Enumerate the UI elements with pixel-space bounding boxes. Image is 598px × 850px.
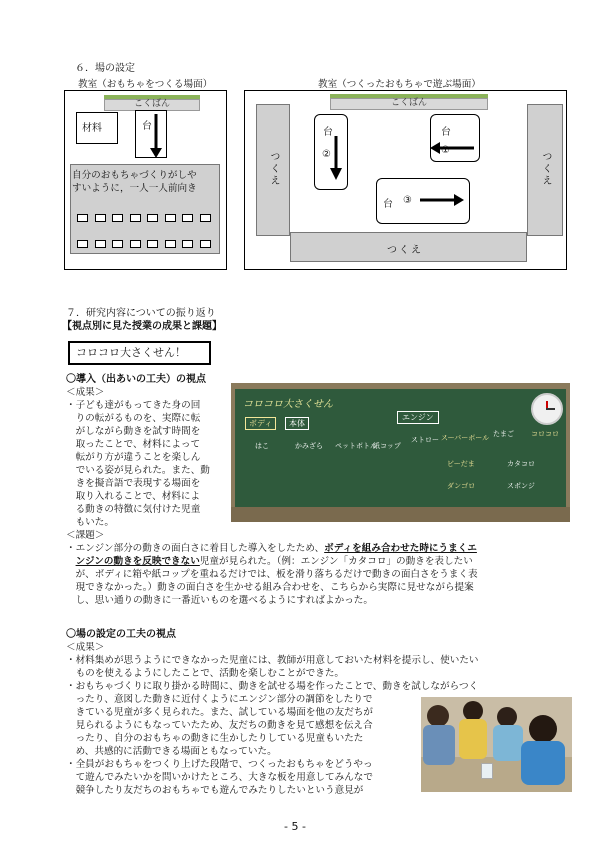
student-desk	[95, 214, 106, 222]
left-table-label: 台	[142, 121, 152, 132]
student-desk	[165, 214, 176, 222]
text-line: 競争したり友だちのおもちゃでも遊んでみたりしたいという意見が	[66, 785, 364, 796]
board-right-label: ダンゴロ	[447, 482, 476, 490]
lesson-title: コロコロ大さくせん！	[76, 346, 186, 359]
desk-bottom-label: つくえ	[387, 245, 423, 256]
student-desk	[182, 214, 193, 222]
section7-subheading: 【視点別に見た授業の成果と課題】	[62, 321, 222, 332]
text-line: て遊んでみたいかを問いかけたところ、大きな板を用意してみんなで	[66, 772, 373, 783]
issue-line2-post: 児童が見られた。（例：エンジン「カタコロ」の動きを表したい	[199, 556, 473, 567]
issue-line1-pre: ・エンジン部分の動きの面白さに着目した導入をしたため、	[66, 543, 325, 554]
student-desk	[77, 240, 88, 248]
board-right-label: スーパーボール	[441, 434, 490, 442]
student-desk	[182, 240, 193, 248]
board-item-label: ストロー	[411, 436, 439, 444]
chalkboard-surface	[235, 389, 566, 507]
issue-line2-underline: ンジンの動きを反映できない	[75, 556, 200, 567]
text-line: きを擬音語で表現する場面を	[66, 478, 201, 489]
materials-box	[76, 112, 118, 144]
desk-bottom	[290, 232, 527, 262]
board-right-label: たまご	[493, 430, 514, 438]
desk-right	[527, 104, 563, 236]
text-line: が、ボディに箱や紙コップを重ねるだけでは、板を滑り落ちるだけで動きの面白さをうまく表	[66, 569, 478, 580]
text-line: ・全員がおもちゃをつくり上げた段階で、つくったおもちゃをどうやっ	[66, 759, 373, 770]
text-line: 現できなかった。）動きの面白さを生かせる組み合わせを、こちらから実際に見せながら提案	[66, 582, 474, 593]
text-line: りの転がるものを、実際に転	[66, 413, 201, 424]
table-2-down-arrow-icon	[328, 134, 344, 182]
table-3-label: 台	[383, 199, 393, 210]
text-line: ものを使えるようにしたことで、活動を楽しむことができた。	[66, 668, 345, 679]
text-line: がしながら動きを試す時間を	[66, 426, 201, 437]
table-1-number: ①	[441, 145, 450, 156]
student-desk	[200, 240, 211, 248]
left-note-line1: 自分のおもちゃづくりがしや	[72, 170, 197, 181]
text-line: きている児童が多く見られた。また、試している場面を他の友だちが	[66, 707, 373, 718]
left-diagram-caption: 教室（おもちゃをつくる場面）	[78, 79, 213, 90]
intro-issues-label: ＜課題＞	[66, 530, 105, 541]
chalk-tray	[231, 507, 570, 522]
student-desk	[130, 214, 141, 222]
page-number: - 5 -	[284, 820, 306, 833]
student-desk	[112, 214, 123, 222]
student-desk	[95, 240, 106, 248]
children-photo	[421, 697, 572, 792]
text-line: でいる姿が見られた。また、動	[66, 465, 210, 476]
board-label-body: ボディ	[245, 417, 276, 430]
right-blackboard: こくばん	[330, 98, 488, 110]
text-line: め、共感的に活動できる場面ともなっていた。	[66, 746, 277, 757]
down-arrow-icon	[148, 112, 164, 160]
board-item-label: かみざら	[295, 442, 323, 450]
student-desk	[77, 214, 88, 222]
student-desk	[130, 240, 141, 248]
intro-issue-line1	[66, 542, 477, 556]
board-right-label: スポンジ	[507, 482, 535, 490]
text-line: ・子ども達がもってきた身の回	[66, 400, 201, 411]
text-line: し、思い通りの動きに一番近いものを選べるようにすればよかった。	[66, 595, 373, 606]
text-line: 見られるようにもなっていたため、友だちの動きを見て感想を伝え合	[66, 720, 373, 731]
table-3-right-arrow-icon	[418, 192, 466, 208]
table-2-label: 台	[323, 127, 333, 138]
student-desk	[165, 240, 176, 248]
text-line: もいた。	[66, 517, 114, 528]
text-line: 取ったことで、材料によって	[66, 439, 201, 450]
text-line: ったり、意図した動きに近付くようにエンジン部分の調節をしたりで	[66, 694, 373, 705]
student-desk	[200, 214, 211, 222]
text-line: ったり、自分のおもちゃの動きに生かしたりしている児童もいたた	[66, 733, 364, 744]
setting-results-label: ＜成果＞	[66, 642, 105, 653]
desk-left-label: つくえ	[268, 151, 279, 187]
table-1-left-arrow-icon	[428, 140, 476, 156]
section7-heading: ７．研究内容についての振り返り	[66, 308, 216, 319]
section6-heading: ６．場の設定	[75, 63, 135, 74]
board-right-label: カタコロ	[507, 460, 535, 468]
board-item-label: 紙コップ	[373, 442, 401, 450]
board-item-label: はこ	[255, 442, 269, 450]
student-desk	[147, 214, 158, 222]
table-1-label: 台	[441, 127, 451, 138]
board-label-body2: 本体	[285, 417, 309, 430]
desk-left	[256, 104, 290, 236]
lesson-title-box	[68, 341, 211, 365]
intro-issue-line2	[66, 555, 473, 569]
student-desk	[112, 240, 123, 248]
materials-label: 材料	[82, 123, 102, 134]
table-2-number: ②	[322, 149, 331, 160]
issue-line1-underline: ボディを組み合わせた時にうまくエ	[324, 543, 477, 554]
intro-heading: 〇導入（出あいの工夫）の視点	[66, 374, 206, 385]
board-label-engine: エンジン	[397, 411, 439, 424]
board-item-label: ペットボトル	[335, 442, 377, 450]
text-line: 取り入れることで、材料によ	[66, 491, 201, 502]
desk-right-label: つくえ	[540, 151, 551, 187]
left-blackboard: こくばん	[104, 99, 200, 111]
text-line: る動きの特徴に気付けた児童	[66, 504, 201, 515]
setting-heading: 〇場の設定の工夫の視点	[66, 629, 176, 640]
table-3-number: ③	[403, 195, 412, 206]
clock-icon	[531, 393, 563, 425]
text-line: ・材料集めが思うようにできなかった児童には、教師が用意しておいた材料を提示し、使いたい	[66, 655, 479, 666]
chalkboard-photo	[231, 383, 570, 522]
board-title: コロコロ大さくせん	[243, 399, 333, 410]
intro-results-label: ＜成果＞	[66, 387, 105, 398]
board-right-label: コロコロ	[531, 430, 559, 438]
left-note-line2: すいように，一人一人前向き	[72, 183, 197, 194]
text-line: ・おもちゃづくりに取り掛かる時間に、動きを試せる場を作ったことで、動きを試しながらつく	[66, 681, 479, 692]
board-right-label: ビーだま	[447, 460, 475, 468]
text-line: 転がり方が違うことを楽しん	[66, 452, 201, 463]
right-diagram-caption: 教室（つくったおもちゃで遊ぶ場面）	[318, 79, 481, 90]
student-desk	[147, 240, 158, 248]
